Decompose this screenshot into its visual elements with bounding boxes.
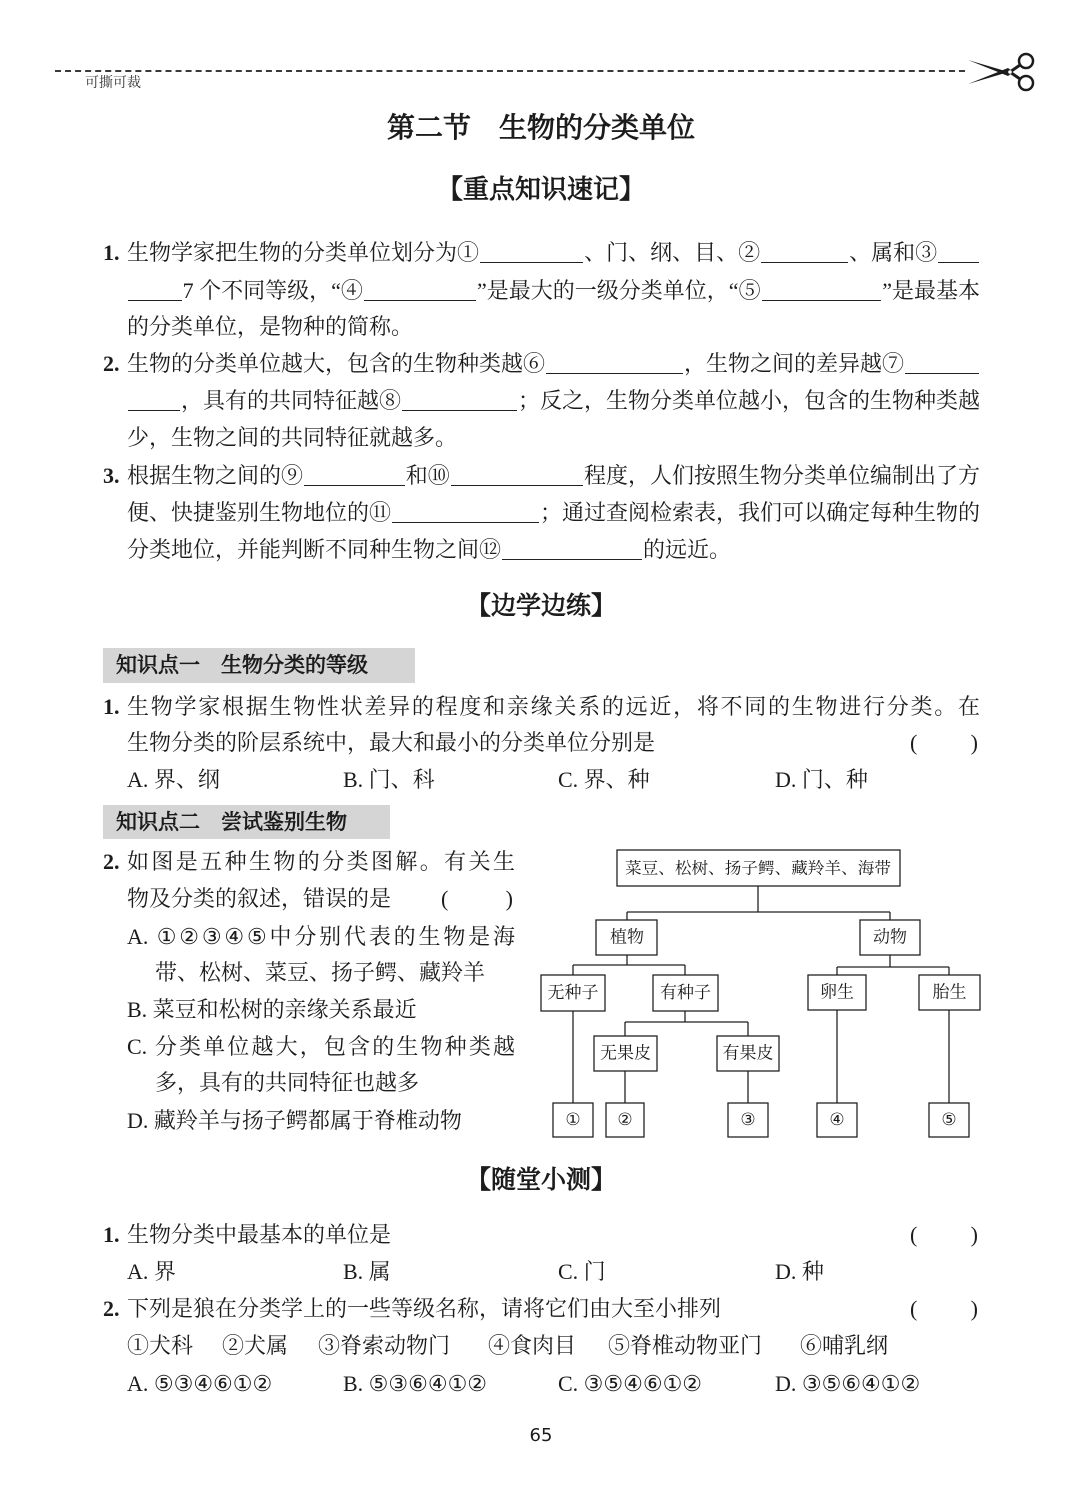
topic-banner: 知识点二 尝试鉴别生物 [103, 805, 390, 839]
item-line [127, 349, 980, 379]
answer-blank [905, 373, 979, 374]
item-number: 2. [103, 351, 120, 376]
option-a: A. ⑤③④⑥①② [127, 1371, 273, 1396]
rank-item: ⑤脊椎动物亚门 [608, 1333, 763, 1358]
option-d: D. ③⑤⑥④①② [775, 1371, 921, 1396]
item-text: ”是最基本 [882, 278, 980, 303]
item-text: 7 个不同等级，“④ [182, 278, 363, 303]
item-text: 、属和③ [849, 240, 938, 265]
item-line [127, 498, 980, 528]
answer-blank [128, 300, 182, 301]
classification-diagram [530, 840, 990, 1145]
rank-item: ①犬科 [127, 1333, 194, 1358]
question-text: 下列是狼在分类学上的一些等级名称，请将它们由大至小排列 [127, 1296, 722, 1321]
option-c: C. 门 [558, 1259, 606, 1284]
option-d: D. 种 [775, 1259, 824, 1284]
seeded-label: 有种子 [660, 983, 711, 1003]
item-text: 生物的分类单位越大，包含的生物种类越⑥ [127, 351, 546, 376]
leaf-label-5: ⑤ [941, 1110, 957, 1130]
page-title: 第二节 生物的分类单位 [386, 111, 695, 144]
answer-blank [938, 262, 979, 263]
item-text: 和⑩ [405, 463, 450, 488]
option-a: A. 界 [127, 1259, 176, 1284]
option-b: B. 门、科 [343, 767, 435, 792]
answer-blank [546, 373, 683, 374]
option-a: A. ①②③④⑤中分别代表的生物是海 [127, 924, 515, 949]
no-fruit-coat-label: 无果皮 [600, 1043, 651, 1064]
seedless-label: 无种子 [547, 983, 599, 1003]
question-number: 1. [103, 694, 120, 719]
question-text: 生物分类的阶层系统中，最大和最小的分类单位分别是 [127, 730, 656, 755]
answer-paren: ( ) [441, 886, 513, 911]
item-text: 根据生物之间的⑨ [127, 463, 304, 488]
item-number: 1. [103, 240, 120, 265]
option-b: B. 属 [343, 1259, 391, 1284]
rank-item: ⑥哺乳纲 [800, 1333, 889, 1358]
item-text: ，生物之间的差异越⑦ [683, 351, 904, 376]
fruit-coat-label: 有果皮 [722, 1043, 774, 1064]
quiz-heading: 【随堂小测】 [465, 1165, 616, 1194]
item-line [127, 461, 980, 491]
root-label: 菜豆、松树、扬子鳄、藏羚羊、海带 [625, 858, 891, 878]
viviparous-label: 胎生 [932, 982, 967, 1003]
question-number: 2. [103, 1296, 120, 1321]
leaf-label-2: ② [617, 1110, 633, 1130]
answer-blank [364, 300, 476, 301]
item-text: 分类地位，并能判断不同种生物之间⑫ [127, 537, 502, 562]
item-line: 的分类单位，是物种的简称。 [127, 314, 414, 339]
oviparous-label: 卵生 [820, 982, 854, 1003]
option-d: D. 藏羚羊与扬子鳄都属于脊椎动物 [127, 1108, 462, 1133]
item-number: 3. [103, 463, 120, 488]
item-text: 生物学家把生物的分类单位划分为① [127, 240, 480, 265]
item-line [127, 386, 980, 416]
option-c-continued: 多，具有的共同特征也越多 [155, 1070, 420, 1095]
item-line [127, 535, 980, 565]
question-number: 2. [103, 849, 120, 874]
item-text: 、门、纲、目、② [584, 240, 761, 265]
key-points-heading: 【重点知识速记】 [436, 175, 645, 205]
topic-banner: 知识点一 生物分类的等级 [103, 648, 415, 683]
option-a: A. 界、纲 [127, 767, 220, 792]
question-text: 如图是五种生物的分类图解。有关生 [127, 849, 515, 874]
answer-paren: ( ) [910, 730, 978, 755]
item-text: ，具有的共同特征越⑧ [181, 388, 402, 413]
page-number: 65 [529, 1425, 553, 1446]
item-text: 便、快捷鉴别生物地位的⑪ [127, 500, 392, 525]
rank-item: ②犬属 [222, 1333, 289, 1358]
question-number: 1. [103, 1222, 120, 1247]
item-text: ”是最大的一级分类单位，“⑤ [477, 278, 761, 303]
answer-paren: ( ) [910, 1222, 978, 1247]
answer-blank [128, 410, 180, 411]
option-c: C. 分类单位越大，包含的生物种类越 [127, 1034, 515, 1059]
question-text: 生物学家根据生物性状差异的程度和亲缘关系的远近，将不同的生物进行分类。在 [127, 694, 980, 719]
leaf-label-3: ③ [740, 1110, 756, 1130]
cut-note: 可撕可裁 [85, 75, 141, 91]
answer-blank [761, 262, 848, 263]
leaf-label-1: ① [565, 1110, 581, 1130]
question-text: 物及分类的叙述，错误的是 [127, 886, 392, 911]
practice-heading: 【边学边练】 [465, 591, 616, 620]
option-d: D. 门、种 [775, 767, 868, 792]
item-line [127, 276, 980, 306]
rank-item: ③脊索动物门 [318, 1333, 451, 1358]
scissors-icon [966, 51, 1038, 93]
cut-dashed-line [55, 70, 965, 72]
answer-blank [502, 559, 642, 560]
plant-label: 植物 [610, 927, 644, 948]
answer-blank [480, 262, 583, 263]
item-text: ；反之，生物分类单位越小，包含的生物种类越 [517, 388, 980, 413]
answer-blank [762, 300, 882, 301]
question-text: 生物分类中最基本的单位是 [127, 1222, 392, 1247]
option-c: C. 界、种 [558, 767, 650, 792]
option-b: B. 菜豆和松树的亲缘关系最近 [127, 997, 417, 1022]
item-text: 程度，人们按照生物分类单位编制出了方 [583, 463, 980, 488]
item-line: 少，生物之间的共同特征就越多。 [127, 425, 458, 450]
option-b: B. ⑤③⑥④①② [343, 1371, 488, 1396]
rank-item: ④食肉目 [488, 1333, 577, 1358]
item-text: 的远近。 [643, 537, 732, 562]
answer-blank [402, 410, 517, 411]
answer-blank [304, 485, 405, 486]
option-c: C. ③⑤④⑥①② [558, 1371, 703, 1396]
option-a-continued: 带、松树、菜豆、扬子鳄、藏羚羊 [155, 960, 486, 985]
leaf-label-4: ④ [829, 1110, 845, 1130]
answer-blank [392, 522, 539, 523]
item-text: ；通过查阅检索表，我们可以确定每种生物的 [539, 500, 980, 525]
item-line [127, 238, 980, 268]
answer-blank [451, 485, 583, 486]
answer-paren: ( ) [910, 1296, 978, 1321]
animal-label: 动物 [873, 927, 907, 948]
